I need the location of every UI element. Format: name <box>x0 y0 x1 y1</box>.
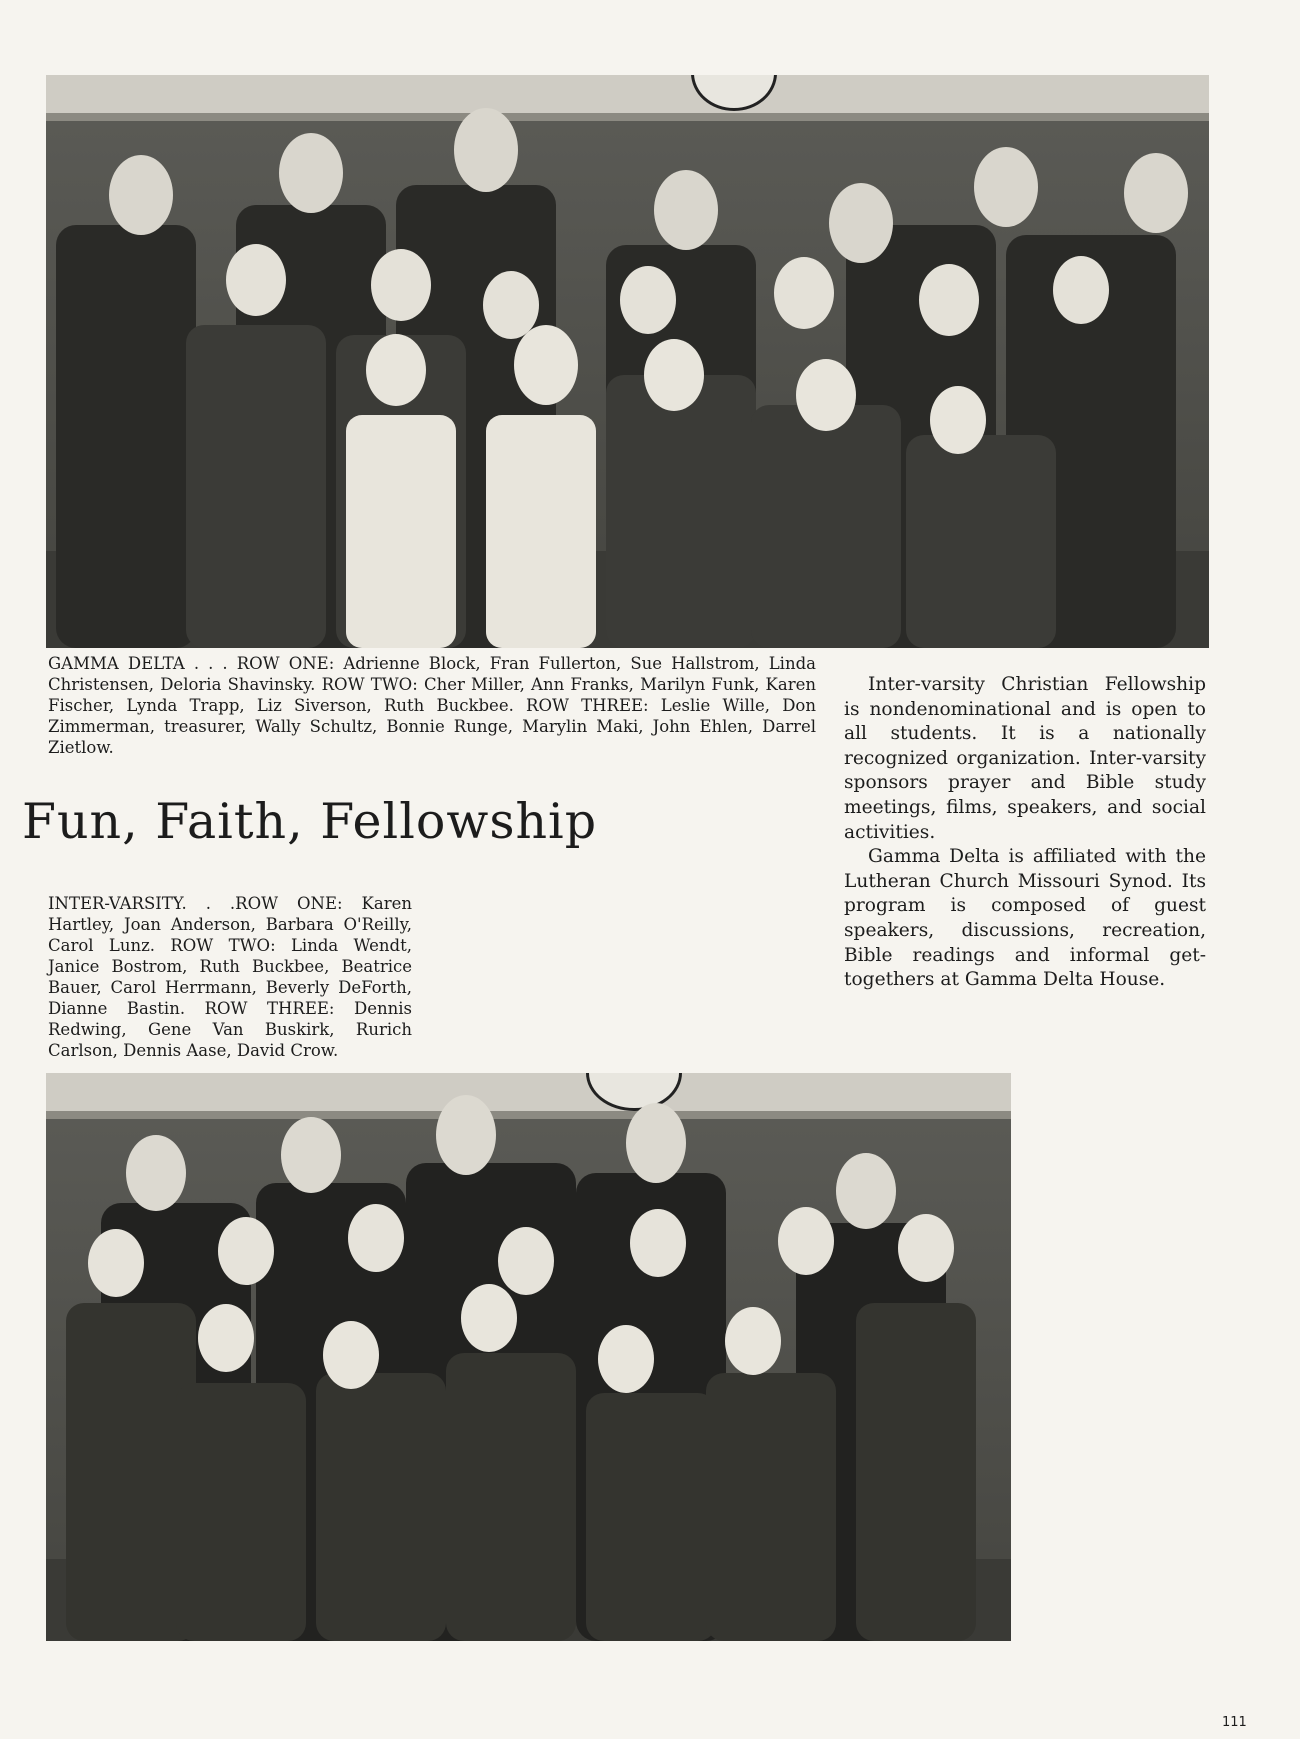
page-number: 111 <box>1222 1715 1247 1730</box>
group-silhouettes <box>46 1073 1011 1641</box>
gamma-delta-caption: GAMMA DELTA . . . ROW ONE: Adrienne Block, Fran Fullerton, Sue Hallstrom, Linda Christensen, Deloria Shavinsky. ROW TWO: Cher Miller, Ann Franks, Marilyn Funk, Karen Fischer, Lynda Trapp, Liz Siverson, Ruth Buckbee. ROW THREE: Leslie Wille, Don Zimmerman, treasurer, Wally Schultz, Bonnie Runge, Marylin Maki, John Ehlen, Darrel Zietlow. <box>48 654 816 757</box>
group-silhouettes <box>46 75 1209 648</box>
body-paragraph: Inter-varsity Christian Fellowship is nondenominational and is open to all students. It is a nationally recognized organization. Inter-varsity sponsors prayer and Bible study meetings, films, speakers, and social activities. <box>844 674 1206 843</box>
gamma-delta-photo <box>46 75 1209 648</box>
article-body <box>844 673 1206 993</box>
page-title: Fun, Faith, Fellowship <box>22 793 598 850</box>
inter-varsity-caption: INTER-VARSITY. . .ROW ONE: Karen Hartley, Joan Anderson, Barbara O'Reilly, Carol Lunz. ROW TWO: Linda Wendt, Janice Bostrom, Ruth Buckbee, Beatrice Bauer, Carol Herrmann, Beverly DeForth, Dianne Bastin. ROW THREE: Dennis Redwing, Gene Van Buskirk, Rurich Carlson, Dennis Aase, David Crow. <box>48 894 412 1060</box>
inter-varsity-photo <box>46 1073 1011 1641</box>
body-paragraph: Gamma Delta is affiliated with the Lutheran Church Missouri Synod. Its program is composed of guest speakers, discussions, recreation, Bible readings and informal get-togethers at Gamma Delta House. <box>844 846 1206 991</box>
